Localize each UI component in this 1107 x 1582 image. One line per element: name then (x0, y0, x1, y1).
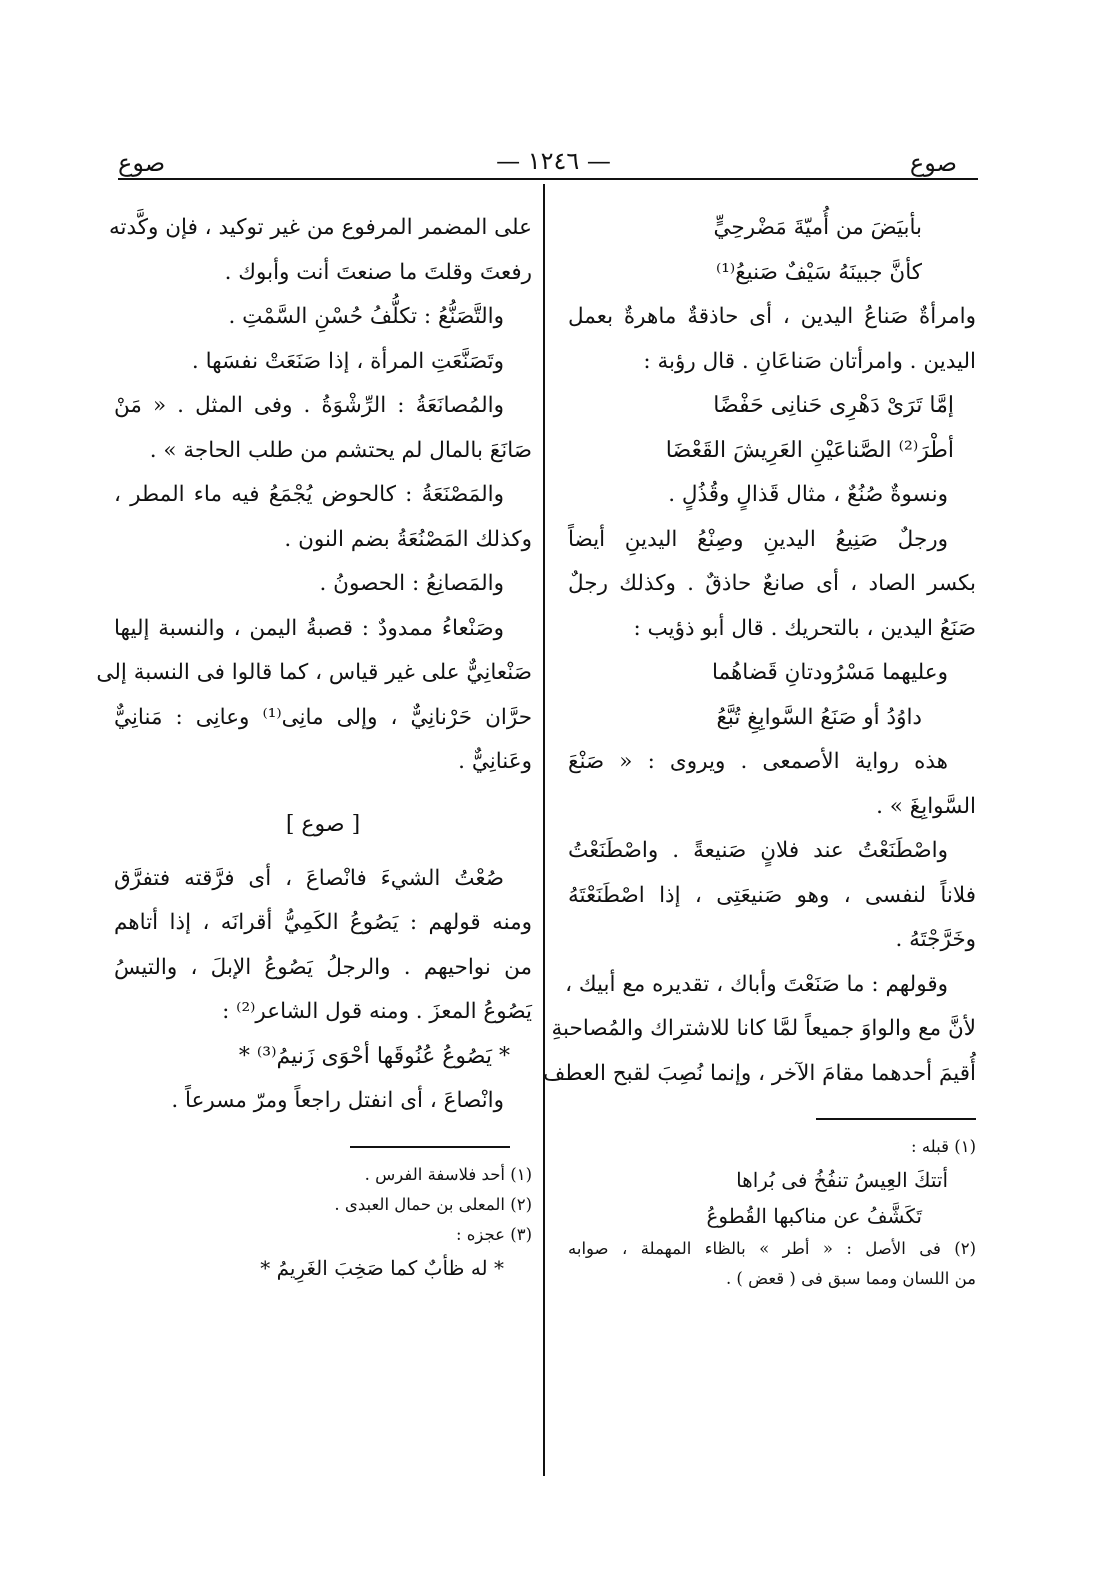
text-line: وكذلك المَصْنُعَةُ بضم النون . (284, 526, 532, 552)
text-line: صَنَعُ اليدين ، بالتحريك . قال أبو ذؤيب : (633, 615, 976, 641)
text-line: وامرأةٌ صَناعُ اليدين ، أى حاذقةٌ ماهرةٌ بعمل (568, 304, 976, 329)
footnote: (٢) المعلى بن حمال العبدى . (334, 1194, 532, 1214)
footnote-rule (816, 1118, 976, 1120)
page-number: — ١٢٤٦ — (496, 147, 611, 175)
footnote: (١) قبله : (911, 1137, 976, 1156)
text-line: صُعْتُ الشيءَ فانْصاعَ ، أى فرَّقته فتفرَّق (114, 865, 504, 891)
text-line: ونسوةٌ صُنُعٌ ، مثال قَذالٍ وقُذُلٍ . (668, 482, 948, 507)
text-line: ومنه قولهم : يَصُوعُ الكَمِيُّ أقرانَه ، إذا أتاهم (114, 910, 532, 935)
text-line: واصْطَنَعْتُ عند فلانٍ صَنيعةً . واصْطَنَعْتُ (568, 838, 948, 863)
text-line: وصَنْعاءُ ممدودٌ : قصبةُ اليمن ، والنسبة إليها (114, 615, 504, 641)
text-line: والمَصْنَعَةُ : كالحوض يُجْمَعُ فيه ماء المطر ، (114, 482, 504, 507)
section-heading: [ صوع ] (285, 811, 361, 837)
text-line: فلاناً لنفسى ، وهو صَنيعَتِى ، إذا اصْطَنَعْتَهُ (568, 882, 976, 908)
text-line: صَنْعانِيٌّ على غير قياس ، كما قالوا فى النسبة إلى (96, 660, 532, 685)
text-line: والمُصانَعَةُ : الرِّشْوَةُ . وفى المثل . « مَنْ (114, 393, 504, 418)
verse-line: داوُدُ أو صَنَعُ السَّوابِغِ تُبَّعُ (716, 704, 922, 730)
column-divider (543, 184, 545, 1476)
text-line: أُقيمَ أحدهما مقامَ الآخر ، وإنما نُصِبَ لقبح العطف (543, 1060, 976, 1086)
footnote: (٣) عجزه : (455, 1224, 532, 1244)
text-line: اليدين . وامرأتان صَناعَانِ . قال رؤبة : (643, 348, 976, 374)
verse-line: وعليهما مَسْرُودتانِ قَضاهُما (711, 660, 948, 685)
footnote-rule (350, 1146, 510, 1148)
verse-line: * يَصُوعُ عُنُوقَها أحْوَى زَنيمُ⁽³⁾ * (238, 1043, 510, 1069)
header-entry-word-left: صوع (118, 149, 166, 177)
header-entry-word-right: صوع (909, 149, 957, 177)
text-line: صَانَعَ بالمال لم يحتشم من طلب الحاجة » . (149, 437, 532, 463)
footnote-verse: * له ظأبٌ كما صَخِبَ الغَرِيمُ * (260, 1255, 504, 1280)
text-line: يَصُوعُ المعزَ . ومنه قول الشاعر⁽²⁾ : (222, 999, 532, 1024)
text-line: حرَّان حَرْنانِيٌّ ، وإلى مانِى⁽¹⁾ وعانِى : مَنانِيٌّ (114, 704, 532, 730)
text-line: رفعتَ وقلتَ ما صنعتَ أنت وأبوك . (224, 259, 532, 285)
footnote: من اللسان ومما سبق فى ( قعض ) . (725, 1269, 976, 1288)
text-line: من نواحيهم . والرجلُ يَصُوعُ الإبلَ ، والتيسُ (114, 954, 532, 980)
verse-line: كأنَّ جبينَهُ سَيْفٌ صَنيعُ⁽¹⁾ (716, 259, 922, 285)
text-line: بكسر الصاد ، أى صانعٌ حاذقٌ . وكذلك رجلٌ (568, 571, 976, 596)
left-column (96, 206, 532, 1286)
text-line: لأنَّ مع والواوَ جميعاً لمَّا كانا للاشتراك والمُصاحبةِ (551, 1016, 976, 1041)
header-rule (118, 178, 978, 180)
right-column (543, 206, 976, 1294)
text-line: على المضمر المرفوع من غير توكيد ، فإن وكَّدته (108, 215, 532, 240)
footnote-verse: أتتكَ العِيسُ تنفُخُ فى بُراها (736, 1168, 948, 1192)
verse-line: إمَّا تَرَىْ دَهْرِى حَنانِى حَفْضًا (713, 393, 954, 418)
text-line: والمَصانِعُ : الحصونُ . (319, 571, 504, 596)
text-line: وانْصاعَ ، أى انفتل راجعاً ومرّ مسرعاً . (171, 1088, 504, 1113)
verse-line: أطْرَ⁽²⁾ الصَّناعَيْنِ العَرِيشَ القَعْضَا (665, 437, 954, 463)
text-line: وعَنانِيٌّ . (458, 749, 532, 774)
text-line: وتَصَنَّعَتِ المرأة ، إذا صَنَعَتْ نفسَها . (191, 348, 504, 374)
text-line: وخَرَّجْتَهُ . (895, 927, 976, 952)
footnote: (٢) فى الأصل : « أطر » بالظاء المهملة ، صوابه (568, 1239, 976, 1258)
text-line: السَّوابِغَ » . (876, 793, 976, 819)
text-line: والتَّصَنُّعُ : تكلُّفُ حُسْنِ السَّمْتِ . (228, 304, 504, 329)
verse-line: بأبيَضَ من أُميّةَ مَضْرحِيٍّ (713, 215, 922, 240)
footnote: (١) أحد فلاسفة الفرس . (364, 1164, 532, 1184)
footnote-verse: تَكَشَّفُ عن مناكبها القُطوعُ (706, 1204, 922, 1228)
text-line: وقولهم : ما صَنَعْتَ وأباك ، تقديره مع أبيك ، (565, 971, 948, 997)
text-line: هذه رواية الأصمعى . ويروى : « صَنْعَ (568, 749, 948, 774)
text-line: ورجلٌ صَنِيعُ اليدينِ وصِنْعُ اليدينِ أيضاً (568, 526, 948, 552)
